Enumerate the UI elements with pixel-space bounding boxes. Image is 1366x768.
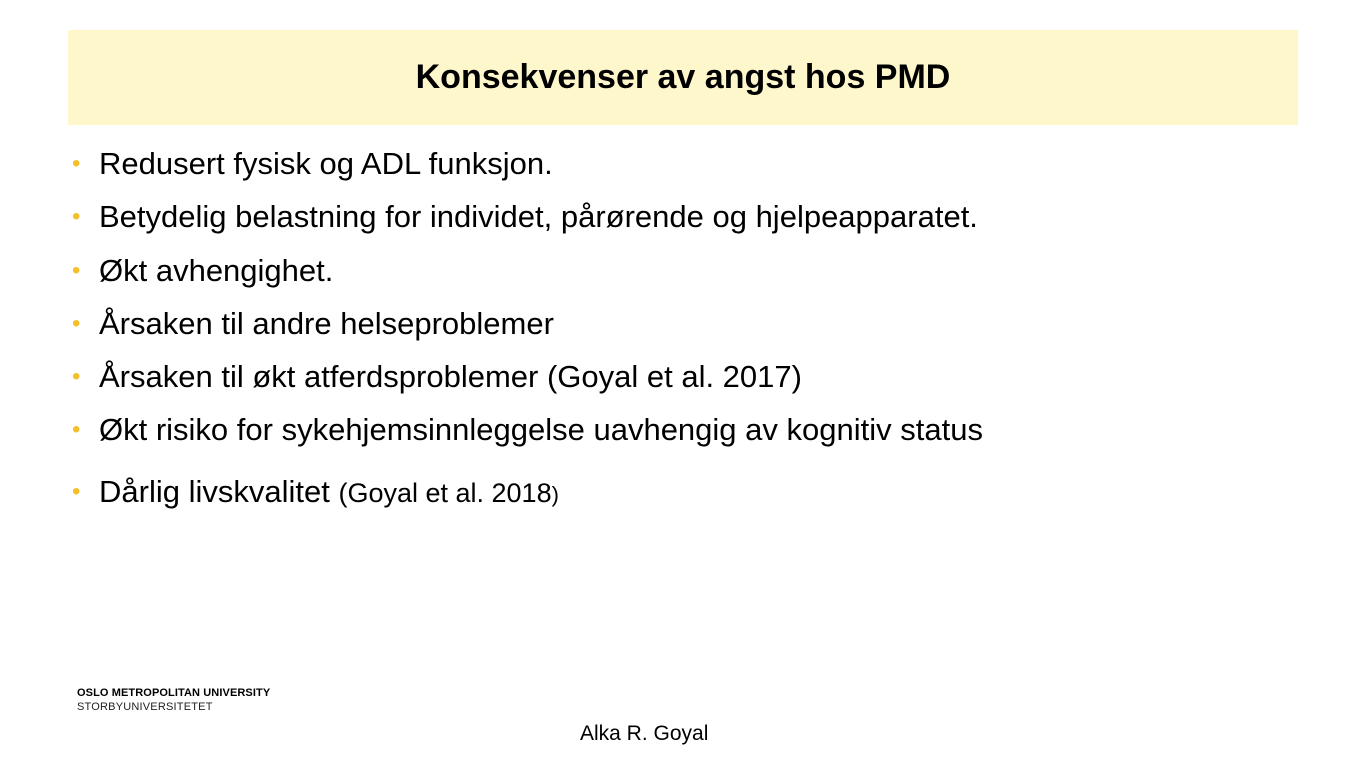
- bullet-icon: •: [72, 256, 81, 284]
- logo-line-2: STORBYUNIVERSITETET: [77, 701, 213, 713]
- title-band: [68, 30, 1298, 125]
- bullet-text: Årsaken til andre helseproblemer: [99, 305, 554, 341]
- author-name: Alka R. Goyal: [580, 722, 709, 745]
- slide-title: Konsekvenser av angst hos PMD: [415, 58, 951, 96]
- bullet-icon: •: [72, 203, 81, 231]
- bullet-main-text: Dårlig livskvalitet: [99, 473, 339, 509]
- bullet-text: Økt avhengighet.: [99, 252, 334, 288]
- university-logo: [77, 688, 270, 713]
- bullet-text: Årsaken til økt atferdsproblemer (Goyal et al. 2017): [99, 359, 802, 395]
- logo-line-1: OSLO METROPOLITAN UNIVERSITY: [77, 687, 271, 699]
- bullet-text: Redusert fysisk og ADL funksjon.: [99, 146, 553, 181]
- bullet-icon: •: [72, 363, 81, 391]
- bullet-icon: •: [72, 150, 81, 177]
- bullet-text: Økt risiko for sykehjemsinnleggelse uavhengig av kognitiv status: [99, 412, 983, 448]
- bullet-icon: •: [72, 309, 81, 337]
- bullet-icon: •: [72, 416, 81, 444]
- bullet-text: [99, 468, 559, 519]
- bullet-icon: •: [72, 477, 81, 505]
- citation-close: ): [551, 481, 559, 507]
- citation-text: (Goyal et al. 2018: [338, 477, 552, 508]
- bullet-text: Betydelig belastning for individet, pårørende og hjelpeapparatet.: [99, 199, 978, 235]
